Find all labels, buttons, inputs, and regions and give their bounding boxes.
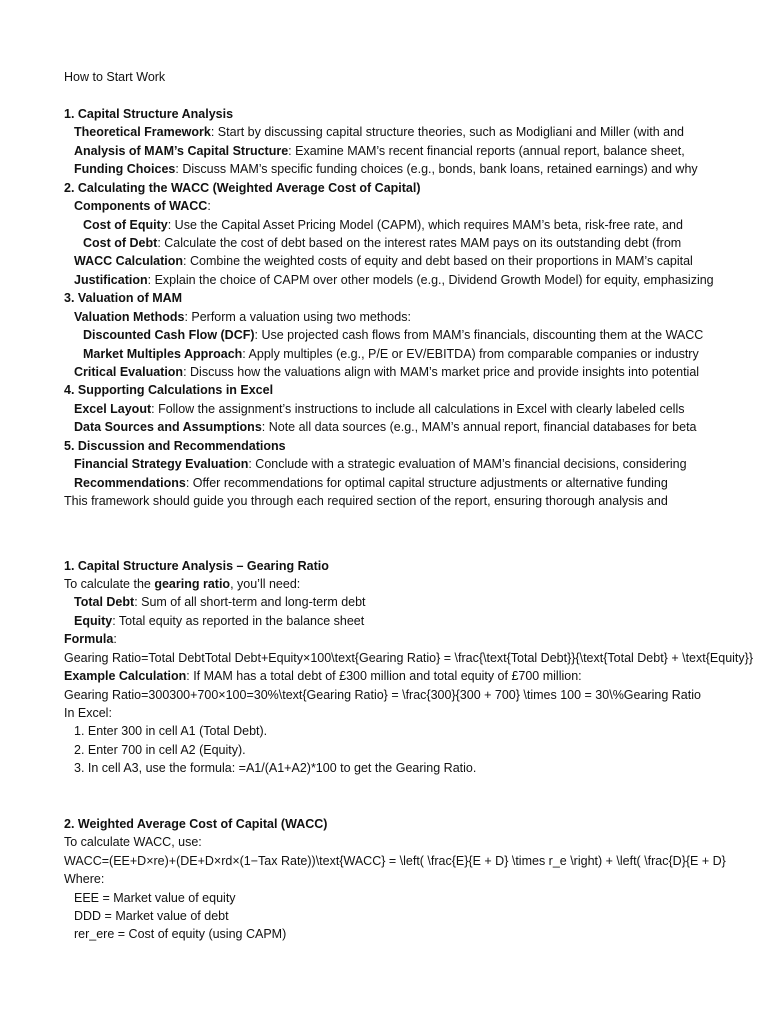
- item-valuation-methods: Valuation Methods: Perform a valuation using two methods:: [74, 309, 411, 324]
- item-data-sources: Data Sources and Assumptions: Note all data sources (e.g., MAM’s annual report, financial databases for beta: [74, 420, 697, 435]
- closing-paragraph: This framework should guide you through each required section of the report, ensuring thorough analysis and: [64, 494, 668, 509]
- item-critical-evaluation: Critical Evaluation: Discuss how the valuations align with MAM’s market price and provide insights into potential: [74, 365, 700, 379]
- item-components-of-wacc: Components of WACC:: [74, 199, 211, 214]
- where-label: Where:: [64, 872, 105, 887]
- item-theoretical-framework: Theoretical Framework: Start by discussing capital structure theories, such as Modigliani and Miller (with and: [74, 125, 684, 140]
- item-market-multiples: Market Multiples Approach: Apply multiples (e.g., P/E or EV/EBITDA) from comparable companies or industry: [83, 346, 699, 361]
- example-calculation: Example Calculation: If MAM has a total debt of £300 million and total equity of £700 million:: [64, 669, 582, 684]
- item-recommendations: Recommendations: Offer recommendations for optimal capital structure adjustments or alternative funding: [74, 475, 668, 490]
- item-dcf: Discounted Cash Flow (DCF): Use projected cash flows from MAM’s financials, discounting them at the WACC: [83, 328, 704, 343]
- item-justification: Justification: Explain the choice of CAPM over other models (e.g., Dividend Growth Model) for equity, emphasizing: [74, 272, 714, 287]
- heading-valuation: 3. Valuation of MAM: [64, 291, 183, 306]
- example-formula: Gearing Ratio=300300+700×100=30%\text{Gearing Ratio} = \frac{300}{300 + 700} \times 100 = 30\%Gearing Ratio: [64, 687, 701, 702]
- where-item-debt: DDD = Market value of debt: [74, 908, 229, 923]
- wacc-intro: To calculate WACC, use:: [64, 835, 202, 850]
- where-item-cost-of-equity: rer_ere = Cost of equity (using CAPM): [74, 927, 287, 942]
- heading-discussion: 5. Discussion and Recommendations: [64, 438, 286, 453]
- excel-step-2: 2. Enter 700 in cell A2 (Equity).: [74, 742, 246, 757]
- page-title: How to Start Work: [64, 70, 166, 84]
- heading-capital-structure: 1. Capital Structure Analysis: [64, 106, 234, 121]
- gearing-formula: Gearing Ratio=Total DebtTotal Debt+Equity×100\text{Gearing Ratio} = \frac{\text{Total Debt}}{\text{Total Debt} + \text{Equity}}: [64, 650, 753, 665]
- gearing-intro: To calculate the gearing ratio, you’ll need:: [64, 576, 301, 591]
- item-cost-of-equity: Cost of Equity: Use the Capital Asset Pricing Model (CAPM), which requires MAM’s beta, risk-free rate, and: [83, 217, 683, 232]
- item-excel-layout: Excel Layout: Follow the assignment’s instructions to include all calculations in Excel with clearly labeled cells: [74, 401, 685, 416]
- formula-label: Formula:: [64, 632, 117, 647]
- in-excel-label: In Excel:: [64, 706, 112, 720]
- where-item-equity: EEE = Market value of equity: [74, 890, 236, 905]
- wacc-formula: WACC=(EE+D×re)+(DE+D×rd×(1−Tax Rate))\text{WACC} = \left( \frac{E}{E + D} \times r_e \right) + \left( \frac{D}{E + D}: [64, 853, 726, 868]
- excel-step-3: 3. In cell A3, use the formula: =A1/(A1+A2)*100 to get the Gearing Ratio.: [74, 761, 477, 776]
- heading-gearing-ratio: 1. Capital Structure Analysis – Gearing Ratio: [64, 558, 329, 573]
- heading-wacc: 2. Calculating the WACC (Weighted Average Cost of Capital): [64, 180, 421, 195]
- heading-excel: 4. Supporting Calculations in Excel: [64, 383, 274, 398]
- item-analysis-capital-structure: Analysis of MAM’s Capital Structure: Examine MAM’s recent financial reports (annual report, balance sheet,: [74, 143, 685, 158]
- excel-step-1: 1. Enter 300 in cell A1 (Total Debt).: [74, 724, 268, 739]
- item-funding-choices: Funding Choices: Discuss MAM’s specific funding choices (e.g., bonds, bank loans, retained earnings) and why: [74, 162, 698, 177]
- document-page: [64, 68, 753, 944]
- item-wacc-calculation: WACC Calculation: Combine the weighted costs of equity and debt based on their proportions in MAM’s capital: [74, 254, 693, 269]
- item-cost-of-debt: Cost of Debt: Calculate the cost of debt based on the interest rates MAM pays on its outstanding debt (from: [83, 235, 682, 250]
- heading-wacc-formula: 2. Weighted Average Cost of Capital (WACC): [64, 816, 328, 831]
- item-total-debt: Total Debt: Sum of all short-term and long-term debt: [74, 595, 366, 610]
- item-financial-strategy: Financial Strategy Evaluation: Conclude with a strategic evaluation of MAM’s financial decisions, considering: [74, 457, 687, 472]
- item-equity: Equity: Total equity as reported in the balance sheet: [74, 613, 365, 628]
